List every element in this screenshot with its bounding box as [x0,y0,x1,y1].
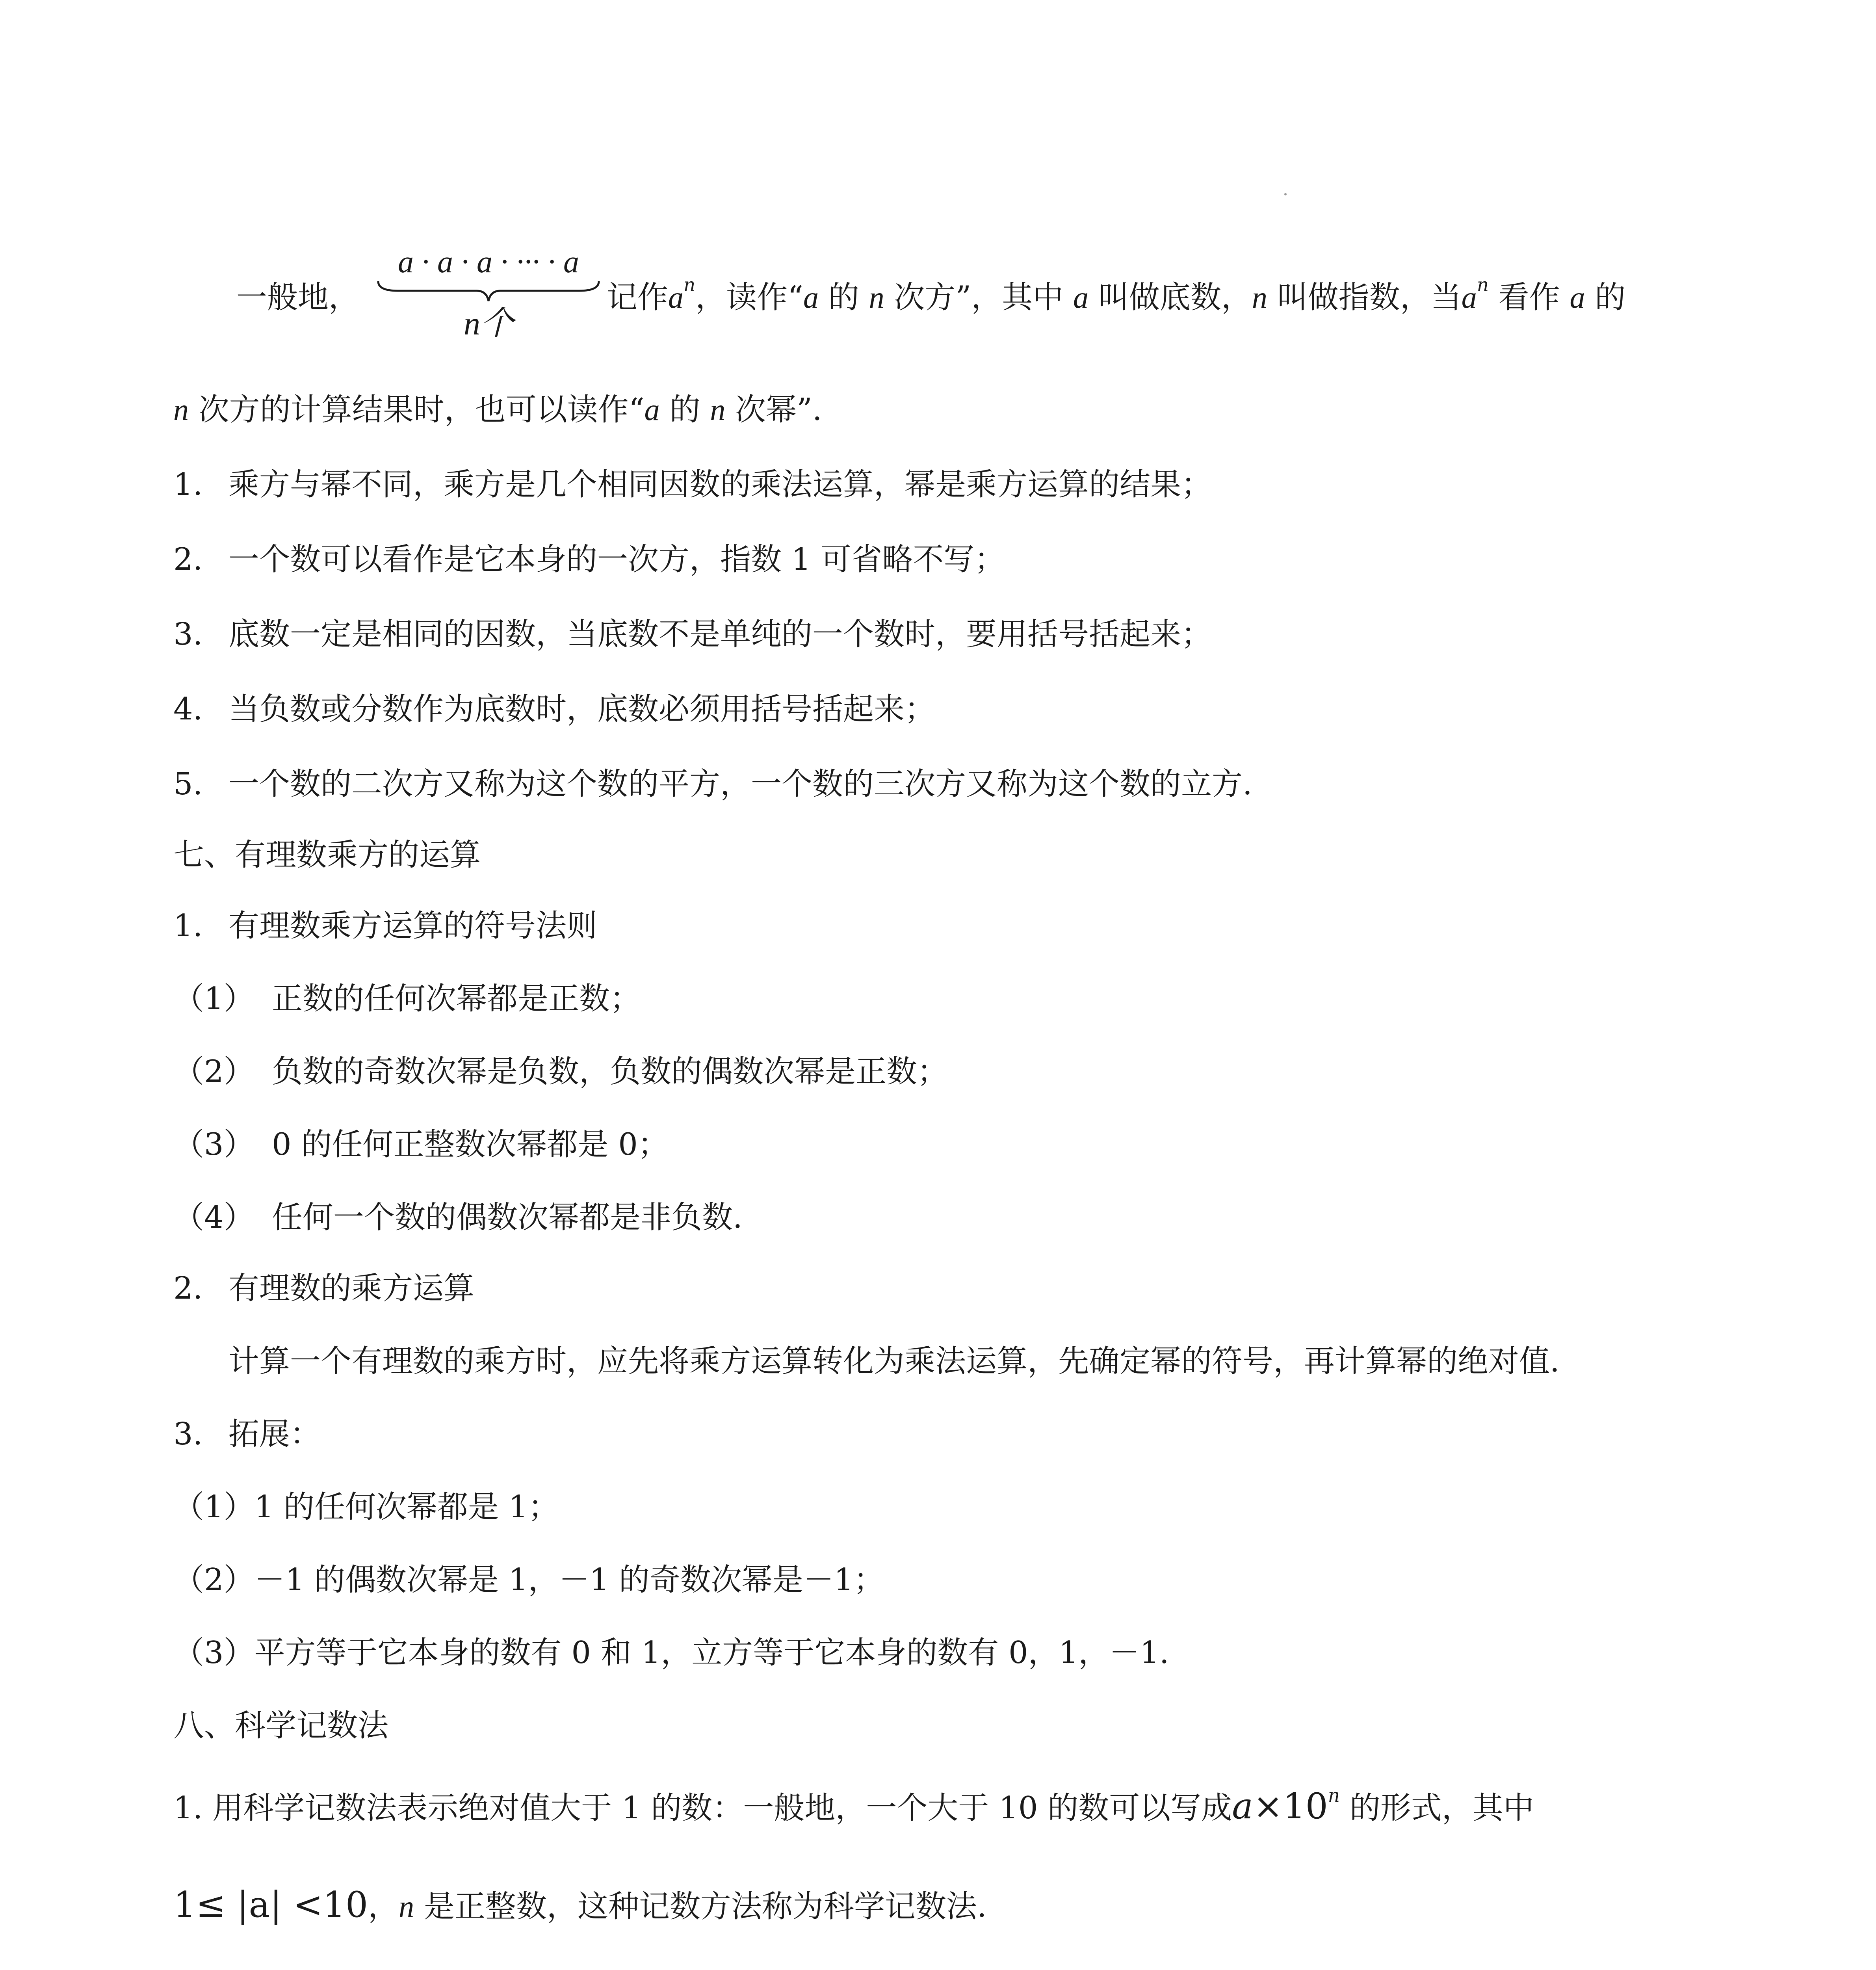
intro-lead [236,276,359,319]
scan-dot [1284,193,1287,195]
note-item: 1. 乘方与幂不同，乘方是几个相同因数的乘法运算，幂是乘方运算的结果； [173,467,1212,502]
sign-rule-item: （4） 任何一个数的偶数次幂都是非负数. [173,1200,743,1235]
sign-rule-item: （3） 0 的任何正整数次幂都是 0； [173,1127,669,1162]
intro-line-1: 记作$a^n$，读作“a 的 n 次方”，其中 a 叫做底数，n 叫做指数，当$a^n$ 看作 a 的 [607,274,1626,315]
extension-item: （2）－1 的偶数次幂是 1，－1 的奇数次幂是－1； [173,1562,884,1598]
section-7-sub-2-body: 计算一个有理数的乘方时，应先将乘方运算转化为乘法运算，先确定幂的符号，再计算幂的绝对值. [228,1344,1560,1379]
note-item: 4. 当负数或分数作为底数时，底数必须用括号括起来； [173,691,936,727]
section-7-sub-2: 2. 有理数的乘方运算 [173,1271,475,1306]
section-7-sub-1: 1. 有理数乘方运算的符号法则 [173,908,598,944]
underbrace-expression [374,240,603,351]
section-8-p1-line2: 1≤ |a| <10，n 是正整数，这种记数方法称为科学记数法. [173,1884,987,1925]
sign-rule-item: （2） 负数的奇数次幂是负数，负数的偶数次幂是正数； [173,1054,948,1089]
intro-lead-text: 一般地， [236,280,360,315]
note-item: 3. 底数一定是相同的因数，当底数不是单纯的一个数时，要用括号括起来； [173,617,1212,652]
section-7-title: 七、有理数乘方的运算 [173,837,481,873]
extension-item: （1）1 的任何次幂都是 1； [173,1489,559,1525]
section-8-p1-line1: 1. 用科学记数法表示绝对值大于 1 的数：一般地，一个大于 10 的数可以写成$a\times 10^n$ 的形式，其中 [173,1785,1534,1827]
note-item: 2. 一个数可以看作是它本身的一次方，指数 1 可省略不写； [173,542,1005,577]
section-8-title: 八、科学记数法 [173,1708,389,1743]
note-item: 5. 一个数的二次方又称为这个数的平方，一个数的三次方又称为这个数的立方. [173,766,1252,802]
extension-item: （3）平方等于它本身的数有 0 和 1，立方等于它本身的数有 0，1，－1. [173,1635,1169,1671]
section-7-sub-3: 3. 拓展： [173,1416,321,1452]
brace-top-text: a · a · a · ··· · a [398,245,579,279]
brace-bottom-text: n个 [463,305,513,342]
sign-rule-item: （1） 正数的任何次幂都是正数； [173,981,641,1017]
intro-line-2: n 次方的计算结果时，也可以读作“a 的 n 次幂”. [173,392,822,427]
